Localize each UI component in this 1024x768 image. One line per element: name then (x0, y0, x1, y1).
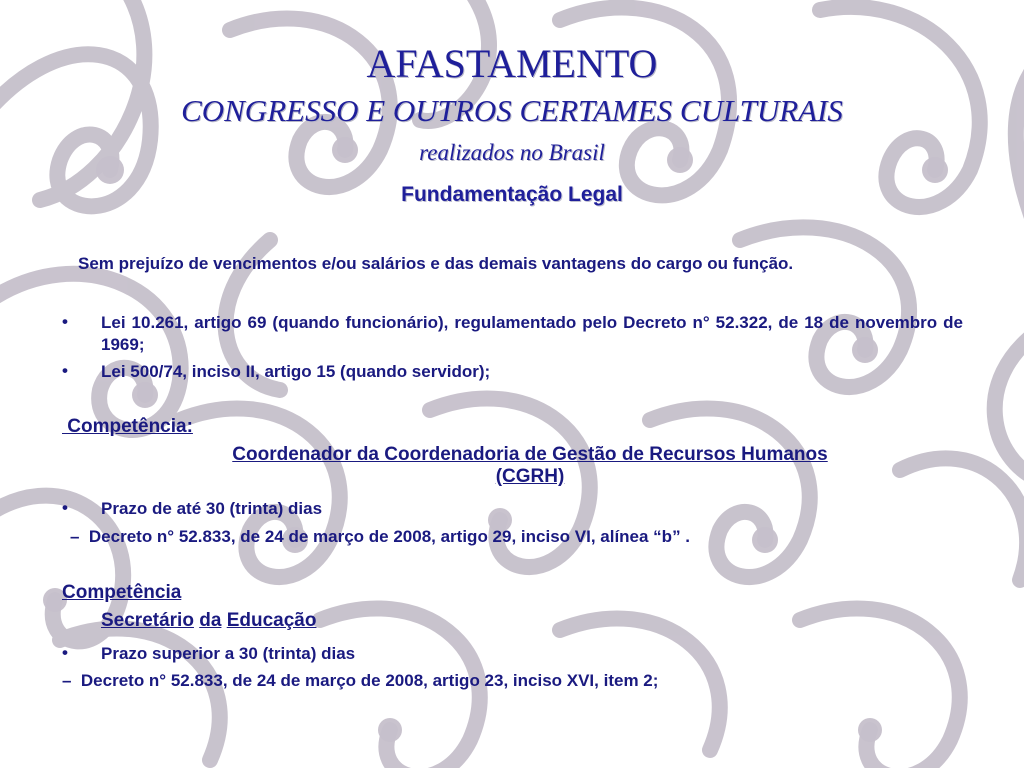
competencia-label-1: Competência: (62, 416, 193, 437)
bullet-icon: • (62, 498, 68, 517)
competencia-1-decree: – Decreto n° 52.833, de 24 de março de 2008, artigo 29, inciso VI, alínea “b” . (70, 527, 691, 546)
authority-secretario (101, 610, 316, 632)
competencia-label-2: Competência (62, 582, 182, 603)
authority-line-1: Coordenador da Coordenadoria de Gestão de Recursos Humanos (232, 444, 828, 465)
slide-subtitle: CONGRESSO E OUTROS CERTAMES CULTURAIS (181, 93, 843, 128)
authority-word-3: Educação (226, 610, 317, 631)
slide-title: AFASTAMENTO (366, 41, 658, 86)
legal-item-1: Lei 10.261, artigo 69 (quando funcionário), regulamentado pelo Decreto n° 52.322, de 18 de novembro de 1969; (101, 313, 963, 354)
competencia-2-item: Prazo superior a 30 (trinta) dias (101, 644, 356, 663)
authority-cgrh (110, 444, 950, 488)
bullet-icon: • (62, 361, 68, 380)
intro-text: Sem prejuízo de vencimentos e/ou salários e das demais vantagens do cargo ou função. (78, 254, 794, 273)
slide-subtitle-note: realizados no Brasil (419, 140, 605, 165)
section-heading: Fundamentação Legal (401, 183, 623, 206)
authority-word-1: Secretário (101, 610, 194, 631)
authority-line-2: (CGRH) (495, 466, 565, 487)
legal-item-2: Lei 500/74, inciso II, artigo 15 (quando servidor); (101, 362, 491, 381)
competencia-1-item: Prazo de até 30 (trinta) dias (101, 499, 323, 518)
bullet-icon: • (62, 643, 68, 662)
intro-paragraph (78, 253, 962, 275)
bullet-icon: • (62, 312, 68, 331)
authority-word-2: da (199, 610, 222, 631)
competencia-2-decree: – Decreto n° 52.833, de 24 de março de 2008, artigo 23, inciso XVI, item 2; (62, 671, 659, 690)
